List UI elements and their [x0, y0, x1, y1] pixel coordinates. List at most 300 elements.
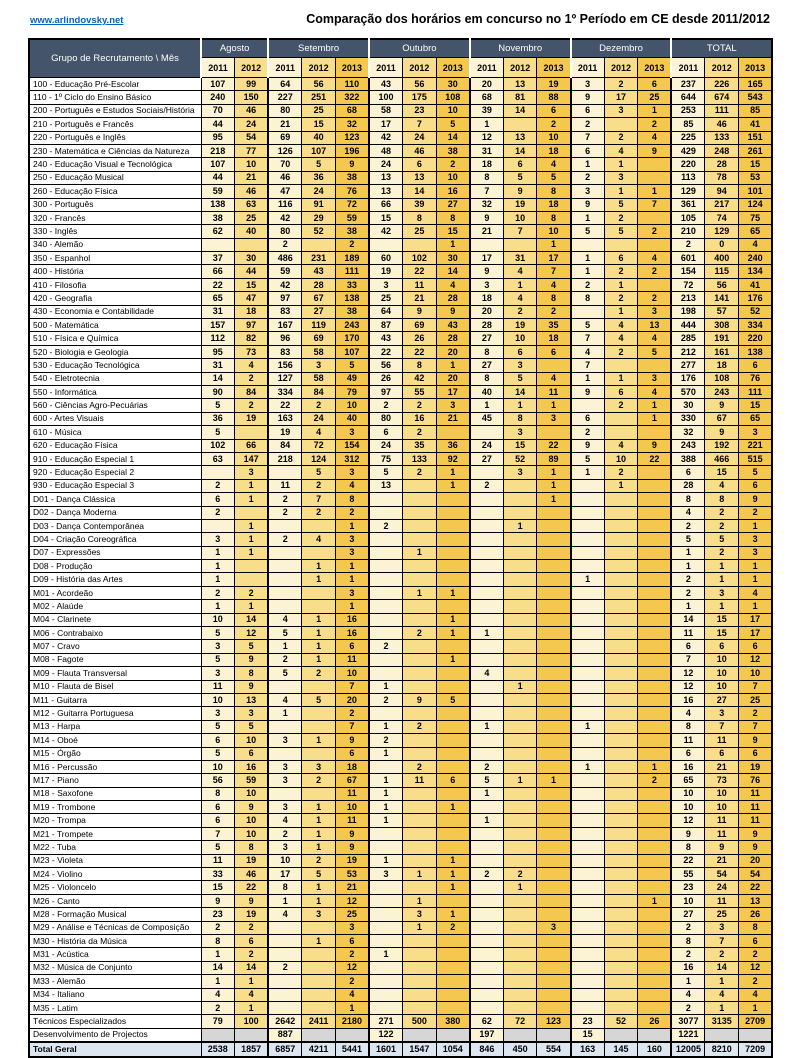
- value-cell: 5: [705, 533, 739, 546]
- value-cell: [436, 760, 470, 773]
- value-cell: 6: [235, 747, 269, 760]
- value-cell: 2: [604, 265, 638, 278]
- table-row: [29, 801, 772, 814]
- value-cell: 644: [671, 91, 705, 104]
- table-row: [29, 399, 772, 412]
- value-cell: 1: [571, 211, 605, 224]
- value-cell: 7: [403, 118, 437, 131]
- value-cell: 5: [503, 372, 537, 385]
- value-cell: 2: [403, 720, 437, 733]
- value-cell: 81: [503, 91, 537, 104]
- value-cell: [638, 573, 672, 586]
- value-cell: 4: [335, 479, 369, 492]
- value-cell: 53: [739, 171, 773, 184]
- value-cell: 4: [537, 158, 571, 171]
- value-cell: 5: [571, 225, 605, 238]
- value-cell: 8: [470, 171, 504, 184]
- value-cell: 11: [335, 814, 369, 827]
- value-cell: [235, 426, 269, 439]
- value-cell: 40: [235, 225, 269, 238]
- value-cell: 8: [671, 493, 705, 506]
- value-cell: 5: [571, 452, 605, 465]
- value-cell: 95: [201, 345, 235, 358]
- value-cell: 107: [335, 345, 369, 358]
- value-cell: 1: [235, 479, 269, 492]
- value-cell: 97: [369, 385, 403, 398]
- value-cell: [201, 466, 235, 479]
- value-cell: 17: [369, 118, 403, 131]
- value-cell: [369, 238, 403, 251]
- month-header-cell: Dezembro: [571, 39, 672, 58]
- value-cell: 5: [571, 319, 605, 332]
- row-label-cell: M32 - Música de Conjunto: [29, 961, 201, 974]
- value-cell: 2538: [201, 1042, 235, 1056]
- value-cell: 2411: [302, 1015, 336, 1028]
- value-cell: [369, 586, 403, 599]
- value-cell: 3: [571, 185, 605, 198]
- table-row: [29, 104, 772, 117]
- value-cell: 10: [201, 613, 235, 626]
- value-cell: 5: [201, 720, 235, 733]
- value-cell: [470, 238, 504, 251]
- value-cell: [638, 881, 672, 894]
- value-cell: 8: [571, 292, 605, 305]
- value-cell: 1: [302, 573, 336, 586]
- value-cell: [436, 546, 470, 559]
- value-cell: [302, 747, 336, 760]
- value-cell: [638, 506, 672, 519]
- value-cell: 129: [705, 225, 739, 238]
- value-cell: 18: [470, 292, 504, 305]
- value-cell: 8: [403, 211, 437, 224]
- value-cell: [436, 988, 470, 1001]
- value-cell: [302, 720, 336, 733]
- value-cell: 11: [403, 774, 437, 787]
- value-cell: 4: [235, 359, 269, 372]
- value-cell: 1: [571, 252, 605, 265]
- value-cell: 3: [604, 104, 638, 117]
- value-cell: [369, 841, 403, 854]
- value-cell: 674: [705, 91, 739, 104]
- value-cell: 150: [235, 91, 269, 104]
- value-cell: [503, 988, 537, 1001]
- value-cell: [537, 894, 571, 907]
- value-cell: 65: [739, 412, 773, 425]
- value-cell: 10: [436, 104, 470, 117]
- value-cell: [403, 560, 437, 573]
- value-cell: [403, 801, 437, 814]
- value-cell: [638, 278, 672, 291]
- row-label-cell: M28 - Formação Musical: [29, 908, 201, 921]
- value-cell: 1: [235, 1001, 269, 1014]
- value-cell: 2: [705, 546, 739, 559]
- value-cell: 1: [470, 399, 504, 412]
- value-cell: [403, 479, 437, 492]
- value-cell: 2: [604, 131, 638, 144]
- value-cell: 2: [671, 238, 705, 251]
- value-cell: 9: [235, 801, 269, 814]
- value-cell: 3: [571, 78, 605, 91]
- value-cell: 10: [705, 787, 739, 800]
- value-cell: 80: [268, 225, 302, 238]
- value-cell: 9: [235, 680, 269, 693]
- value-cell: 10: [235, 787, 269, 800]
- value-cell: 1: [470, 627, 504, 640]
- value-cell: 1: [436, 613, 470, 626]
- value-cell: 2: [369, 519, 403, 532]
- value-cell: 23: [403, 104, 437, 117]
- value-cell: 33: [335, 278, 369, 291]
- table-row: [29, 921, 772, 934]
- value-cell: 43: [302, 265, 336, 278]
- value-cell: [638, 426, 672, 439]
- table-row: [29, 319, 772, 332]
- value-cell: 4: [739, 586, 773, 599]
- value-cell: [503, 854, 537, 867]
- value-cell: [436, 747, 470, 760]
- value-cell: 99: [235, 78, 269, 91]
- value-cell: [436, 667, 470, 680]
- value-cell: [537, 613, 571, 626]
- value-cell: 13: [235, 693, 269, 706]
- value-cell: [604, 961, 638, 974]
- value-cell: 240: [201, 91, 235, 104]
- value-cell: 113: [671, 171, 705, 184]
- value-cell: [571, 640, 605, 653]
- top-bar: [30, 12, 770, 26]
- value-cell: 4: [671, 506, 705, 519]
- value-cell: 6: [335, 935, 369, 948]
- value-cell: [503, 479, 537, 492]
- value-cell: 400: [705, 252, 739, 265]
- value-cell: 11: [705, 734, 739, 747]
- site-link[interactable]: www.arlindovsky.net: [30, 15, 124, 26]
- value-cell: 9: [571, 439, 605, 452]
- value-cell: 15: [571, 1028, 605, 1042]
- value-cell: 1: [302, 653, 336, 666]
- value-cell: [571, 908, 605, 921]
- value-cell: [369, 546, 403, 559]
- value-cell: 1: [503, 774, 537, 787]
- table-row: [29, 479, 772, 492]
- value-cell: 5: [268, 627, 302, 640]
- value-cell: 9: [470, 265, 504, 278]
- value-cell: 9: [403, 693, 437, 706]
- value-cell: [571, 801, 605, 814]
- value-cell: 2: [235, 586, 269, 599]
- value-cell: 21: [705, 760, 739, 773]
- value-cell: 18: [470, 158, 504, 171]
- value-cell: 20: [470, 305, 504, 318]
- value-cell: [503, 801, 537, 814]
- value-cell: [470, 546, 504, 559]
- row-label-cell: D07 - Expressões: [29, 546, 201, 559]
- value-cell: 4: [671, 707, 705, 720]
- value-cell: [571, 238, 605, 251]
- value-cell: 8: [470, 345, 504, 358]
- value-cell: [503, 827, 537, 840]
- value-cell: 12: [739, 961, 773, 974]
- value-cell: 2: [470, 868, 504, 881]
- value-cell: [403, 613, 437, 626]
- value-cell: 56: [201, 774, 235, 787]
- value-cell: [537, 506, 571, 519]
- value-cell: 46: [235, 868, 269, 881]
- value-cell: 21: [436, 412, 470, 425]
- value-cell: 5: [201, 426, 235, 439]
- value-cell: [638, 988, 672, 1001]
- year-header-cell: 2012: [503, 58, 537, 78]
- value-cell: 1: [302, 801, 336, 814]
- value-cell: [268, 560, 302, 573]
- value-cell: [436, 814, 470, 827]
- value-cell: [403, 506, 437, 519]
- value-cell: 49: [335, 372, 369, 385]
- value-cell: 1: [403, 921, 437, 934]
- value-cell: [503, 747, 537, 760]
- value-cell: 2709: [739, 1015, 773, 1028]
- value-cell: 5: [638, 345, 672, 358]
- value-cell: 111: [705, 104, 739, 117]
- value-cell: 486: [268, 252, 302, 265]
- value-cell: 105: [671, 211, 705, 224]
- value-cell: [335, 1028, 369, 1042]
- value-cell: 14: [235, 613, 269, 626]
- value-cell: 31: [201, 305, 235, 318]
- value-cell: 220: [739, 332, 773, 345]
- value-cell: 10: [705, 801, 739, 814]
- table-row: [29, 600, 772, 613]
- value-cell: 1: [403, 586, 437, 599]
- value-cell: 1: [335, 573, 369, 586]
- value-cell: 110: [335, 78, 369, 91]
- value-cell: 16: [671, 760, 705, 773]
- value-cell: 43: [369, 78, 403, 91]
- value-cell: [436, 827, 470, 840]
- value-cell: 25: [302, 104, 336, 117]
- value-cell: [403, 680, 437, 693]
- value-cell: 2: [268, 533, 302, 546]
- value-cell: 12: [470, 131, 504, 144]
- value-cell: 4: [739, 988, 773, 1001]
- value-cell: 11: [739, 814, 773, 827]
- table-row: [29, 787, 772, 800]
- row-label-cell: 420 - Geografia: [29, 292, 201, 305]
- value-cell: 6: [739, 359, 773, 372]
- value-cell: [571, 827, 605, 840]
- value-cell: [403, 1001, 437, 1014]
- value-cell: 28: [671, 479, 705, 492]
- value-cell: [604, 774, 638, 787]
- value-cell: 1: [604, 278, 638, 291]
- row-label-cell: M20 - Trompa: [29, 814, 201, 827]
- value-cell: 10: [268, 854, 302, 867]
- value-cell: 7: [571, 131, 605, 144]
- value-cell: [403, 747, 437, 760]
- value-cell: 1: [369, 747, 403, 760]
- value-cell: 1: [671, 600, 705, 613]
- value-cell: [369, 894, 403, 907]
- value-cell: 1: [436, 479, 470, 492]
- value-cell: [470, 921, 504, 934]
- value-cell: [638, 693, 672, 706]
- value-cell: 23: [571, 1015, 605, 1028]
- value-cell: 9: [335, 841, 369, 854]
- value-cell: 3: [335, 426, 369, 439]
- value-cell: [571, 1001, 605, 1014]
- value-cell: 8: [671, 720, 705, 733]
- value-cell: 2: [503, 305, 537, 318]
- value-cell: 27: [470, 452, 504, 465]
- value-cell: 2: [571, 118, 605, 131]
- value-cell: 2: [571, 278, 605, 291]
- value-cell: 1: [503, 278, 537, 291]
- value-cell: [302, 680, 336, 693]
- value-cell: 52: [503, 452, 537, 465]
- value-cell: [604, 760, 638, 773]
- value-cell: 8: [671, 935, 705, 948]
- value-cell: 24: [470, 439, 504, 452]
- value-cell: 107: [201, 158, 235, 171]
- value-cell: 123: [537, 1015, 571, 1028]
- value-cell: [638, 560, 672, 573]
- value-cell: 18: [537, 144, 571, 157]
- value-cell: 32: [470, 198, 504, 211]
- month-header-cell: Novembro: [470, 39, 571, 58]
- value-cell: 13: [369, 479, 403, 492]
- value-cell: 15: [503, 439, 537, 452]
- value-cell: 17: [739, 627, 773, 640]
- value-cell: [235, 573, 269, 586]
- value-cell: [571, 493, 605, 506]
- value-cell: [302, 988, 336, 1001]
- value-cell: 19: [268, 426, 302, 439]
- value-cell: [503, 560, 537, 573]
- value-cell: [470, 613, 504, 626]
- value-cell: 10: [335, 667, 369, 680]
- value-cell: 5: [604, 198, 638, 211]
- value-cell: 54: [705, 868, 739, 881]
- table-header: [29, 39, 772, 78]
- value-cell: 68: [335, 104, 369, 117]
- value-cell: 5: [739, 466, 773, 479]
- value-cell: 261: [739, 144, 773, 157]
- table-row: [29, 693, 772, 706]
- value-cell: [537, 747, 571, 760]
- value-cell: 8: [671, 841, 705, 854]
- value-cell: [403, 935, 437, 948]
- value-cell: 5: [235, 640, 269, 653]
- value-cell: [302, 600, 336, 613]
- value-cell: [268, 935, 302, 948]
- value-cell: 15: [705, 466, 739, 479]
- value-cell: [436, 680, 470, 693]
- value-cell: 543: [739, 91, 773, 104]
- value-cell: [268, 546, 302, 559]
- row-label-cell: 350 - Espanhol: [29, 252, 201, 265]
- value-cell: 65: [201, 292, 235, 305]
- value-cell: 2: [403, 399, 437, 412]
- value-cell: [638, 493, 672, 506]
- value-cell: 1: [604, 372, 638, 385]
- value-cell: 2: [201, 479, 235, 492]
- value-cell: [403, 854, 437, 867]
- value-cell: 133: [705, 131, 739, 144]
- value-cell: 2: [335, 238, 369, 251]
- value-cell: 67: [705, 412, 739, 425]
- value-cell: 3: [537, 412, 571, 425]
- value-cell: [503, 787, 537, 800]
- value-cell: [403, 975, 437, 988]
- value-cell: [268, 921, 302, 934]
- value-cell: [638, 359, 672, 372]
- value-cell: 10: [671, 787, 705, 800]
- value-cell: 1: [201, 948, 235, 961]
- value-cell: [403, 493, 437, 506]
- value-cell: [369, 988, 403, 1001]
- value-cell: [403, 653, 437, 666]
- value-cell: 28: [302, 278, 336, 291]
- value-cell: 2: [470, 760, 504, 773]
- value-cell: 243: [705, 385, 739, 398]
- value-cell: 10: [705, 653, 739, 666]
- value-cell: 1: [436, 881, 470, 894]
- value-cell: 62: [201, 225, 235, 238]
- value-cell: 161: [705, 345, 739, 358]
- value-cell: 157: [201, 319, 235, 332]
- value-cell: 251: [302, 91, 336, 104]
- value-cell: 225: [671, 131, 705, 144]
- value-cell: [235, 1028, 269, 1042]
- value-cell: 1: [571, 720, 605, 733]
- value-cell: [571, 881, 605, 894]
- value-cell: 27: [436, 198, 470, 211]
- value-cell: 24: [235, 118, 269, 131]
- value-cell: 6: [705, 640, 739, 653]
- value-cell: 4: [436, 278, 470, 291]
- value-cell: [503, 841, 537, 854]
- value-cell: 11: [739, 787, 773, 800]
- value-cell: 1: [302, 881, 336, 894]
- value-cell: 5: [201, 747, 235, 760]
- value-cell: [537, 600, 571, 613]
- value-cell: 124: [302, 452, 336, 465]
- value-cell: 9: [201, 894, 235, 907]
- value-cell: 10: [201, 693, 235, 706]
- value-cell: 1054: [436, 1042, 470, 1056]
- row-label-cell: M01 - Acordeão: [29, 586, 201, 599]
- value-cell: [503, 533, 537, 546]
- value-cell: 1: [268, 707, 302, 720]
- value-cell: 66: [369, 198, 403, 211]
- value-cell: 1: [302, 560, 336, 573]
- table-row: [29, 1001, 772, 1014]
- value-cell: 24: [705, 881, 739, 894]
- value-cell: 12: [335, 894, 369, 907]
- value-cell: [436, 533, 470, 546]
- value-cell: 3: [739, 533, 773, 546]
- value-cell: 2: [638, 292, 672, 305]
- value-cell: 1: [571, 158, 605, 171]
- value-cell: 2: [302, 667, 336, 680]
- value-cell: 3: [739, 546, 773, 559]
- value-cell: 1: [470, 814, 504, 827]
- value-cell: 253: [671, 104, 705, 117]
- value-cell: 380: [436, 1015, 470, 1028]
- value-cell: 7: [503, 225, 537, 238]
- table-row: [29, 908, 772, 921]
- value-cell: [537, 693, 571, 706]
